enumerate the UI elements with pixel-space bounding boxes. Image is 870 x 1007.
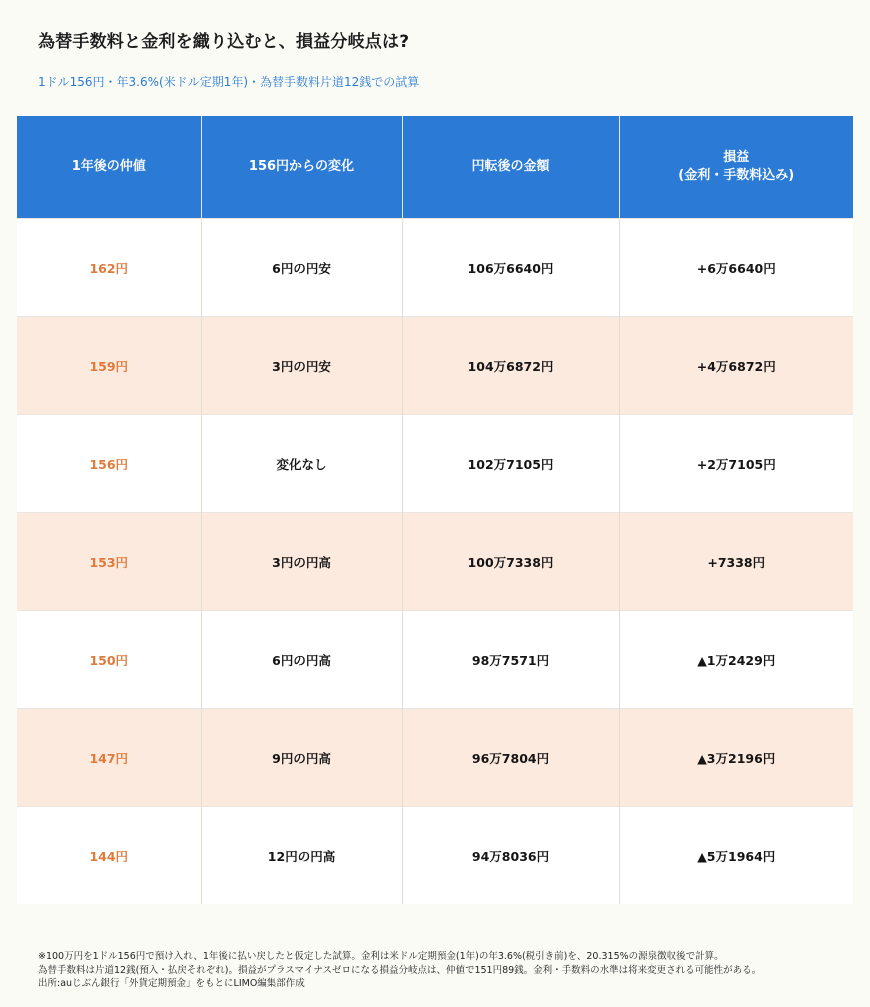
table-row: [17, 709, 853, 807]
cell-profit-loss: ▲3万2196円: [619, 709, 853, 807]
breakeven-table: [17, 116, 853, 904]
cell-change: 3円の円高: [201, 513, 402, 611]
header-profit-loss-note: (金利・手数料込み): [678, 168, 795, 183]
footnote-fee: 為替手数料は片道12銭(預入・払戻それぞれ)。損益がプラスマイナスゼロになる損益分岐点は、仲値で151円89銭。金利・手数料の水準は将来変更される可能性がある。: [38, 964, 762, 976]
table-row: [17, 415, 853, 513]
page-subtitle: 1ドル156円・年3.6%(米ドル定期1年)・為替手数料片道12銭での試算: [38, 75, 420, 89]
header-change: 156円からの変化: [201, 116, 402, 219]
cell-profit-loss: ▲1万2429円: [619, 611, 853, 709]
cell-amount: 100万7338円: [402, 513, 619, 611]
page-title: 為替手数料と金利を織り込むと、損益分岐点は?: [38, 32, 410, 52]
cell-rate: 153円: [17, 513, 201, 611]
cell-amount: 106万6640円: [402, 219, 619, 317]
cell-amount: 98万7571円: [402, 611, 619, 709]
cell-change: 12円の円高: [201, 807, 402, 905]
cell-profit-loss: +4万6872円: [619, 317, 853, 415]
table-row: [17, 513, 853, 611]
cell-profit-loss: +7338円: [619, 513, 853, 611]
cell-profit-loss: +6万6640円: [619, 219, 853, 317]
cell-rate: 162円: [17, 219, 201, 317]
table-row: [17, 317, 853, 415]
header-profit-loss-label: 損益: [723, 150, 750, 165]
cell-change: 9円の円高: [201, 709, 402, 807]
table-row: [17, 219, 853, 317]
footnotes: [38, 950, 761, 991]
cell-rate: 150円: [17, 611, 201, 709]
cell-rate: 147円: [17, 709, 201, 807]
cell-rate: 156円: [17, 415, 201, 513]
cell-change: 6円の円高: [201, 611, 402, 709]
footnote-assumption: ※100万円を1ドル156円で預け入れ、1年後に払い戻したと仮定した試算。金利は米ドル定期預金(1年)の年3.6%(税引き前)を、20.315%の源泉徴収後で計算。: [38, 951, 724, 962]
cell-amount: 94万8036円: [402, 807, 619, 905]
header-yen-amount: 円転後の金額: [402, 116, 619, 219]
cell-profit-loss: +2万7105円: [619, 415, 853, 513]
header-rate: 1年後の仲値: [17, 116, 201, 219]
cell-rate: 144円: [17, 807, 201, 905]
cell-amount: 96万7804円: [402, 709, 619, 807]
footnote-source: 出所:auじぶん銀行「外貨定期預金」をもとにLIMO編集部作成: [38, 978, 305, 989]
cell-amount: 102万7105円: [402, 415, 619, 513]
table-row: [17, 611, 853, 709]
cell-rate: 159円: [17, 317, 201, 415]
table-row: [17, 807, 853, 905]
cell-amount: 104万6872円: [402, 317, 619, 415]
header-profit-loss: [619, 116, 853, 219]
table-header-row: [17, 116, 853, 219]
cell-profit-loss: ▲5万1964円: [619, 807, 853, 905]
cell-change: 変化なし: [201, 415, 402, 513]
cell-change: 6円の円安: [201, 219, 402, 317]
cell-change: 3円の円安: [201, 317, 402, 415]
